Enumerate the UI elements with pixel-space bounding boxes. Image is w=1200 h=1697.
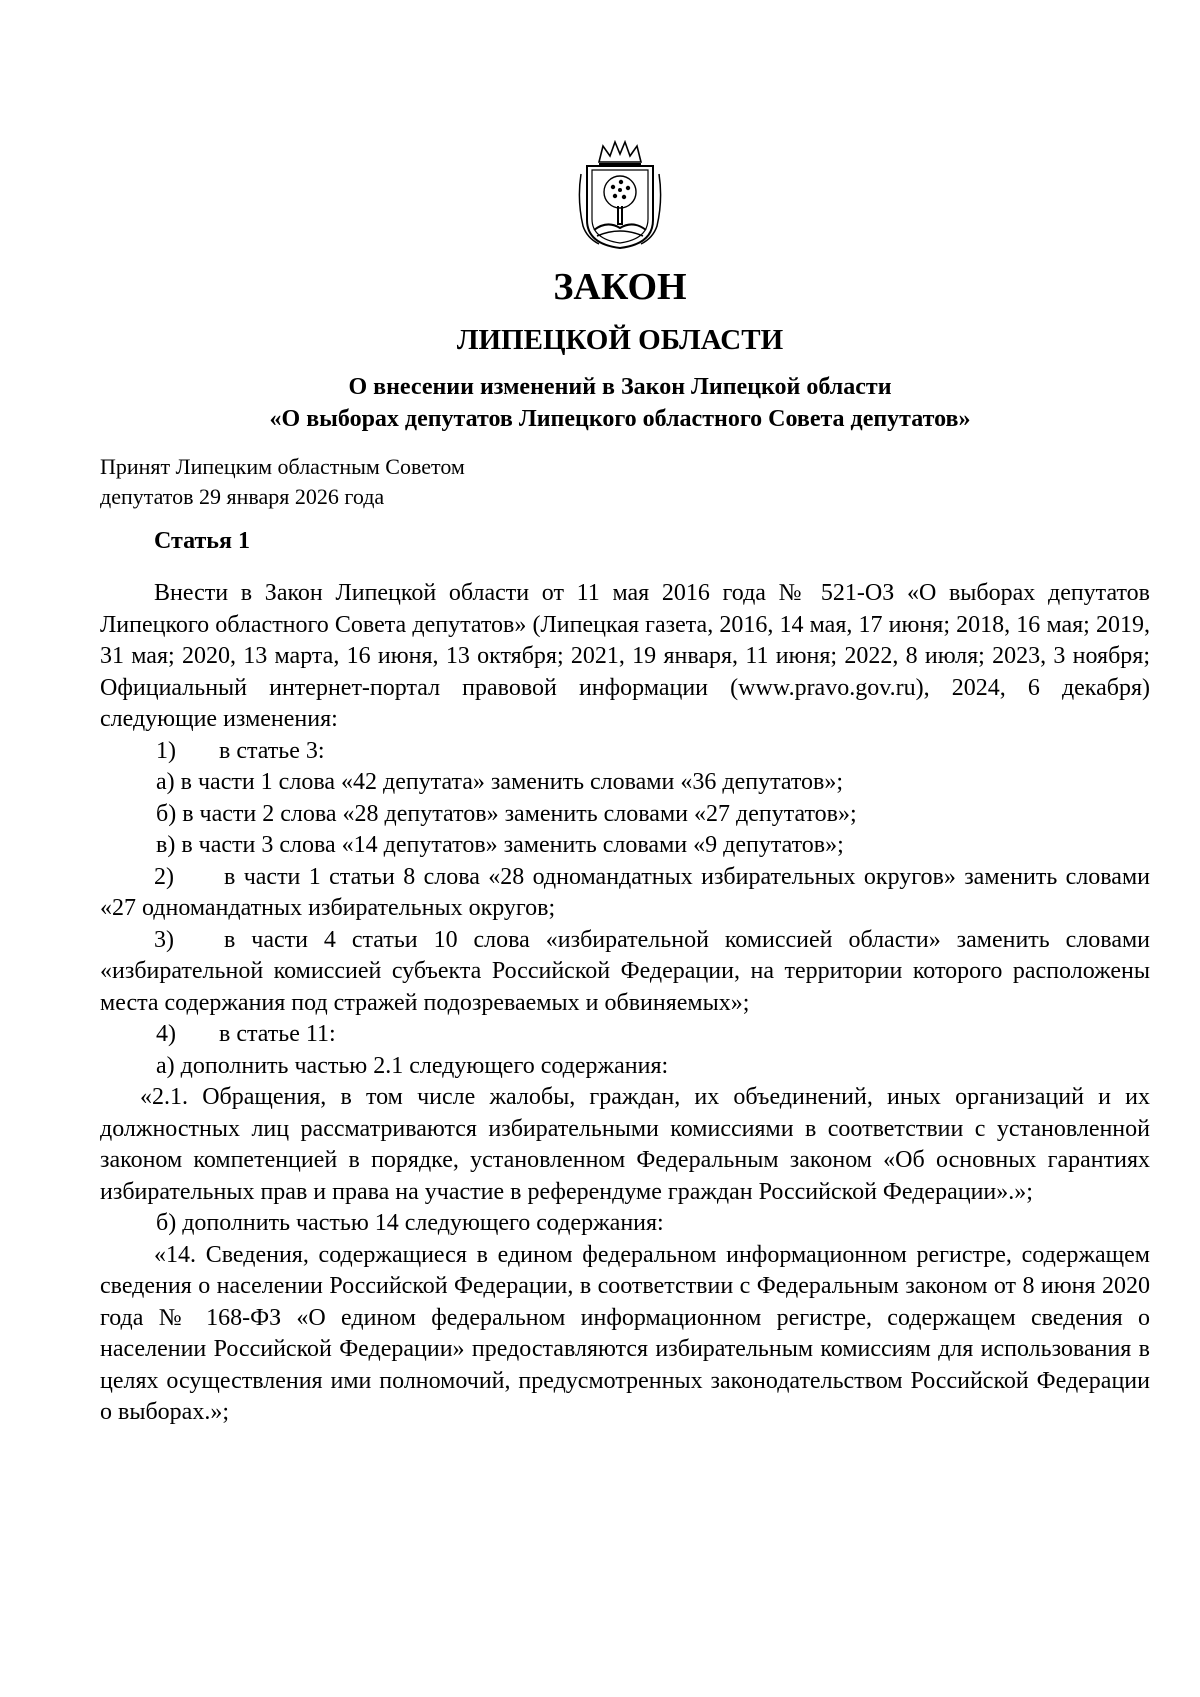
item-number: 1) <box>156 737 176 764</box>
sub-item: в) в части 3 слова «14 депутатов» заменить словами «9 депутатов»; <box>156 832 844 858</box>
subtitle-line-1: О внесении изменений в Закон Липецкой области <box>348 374 892 400</box>
item-text: в статье 3: <box>219 737 325 764</box>
article-intro: Внести в Закон Липецкой области от 11 мая 2016 года № 521-ОЗ «О выборах депутатов Липецкого областного Совета депутатов» (Липецкая газета, 2016, 14 мая, 17 июня; 2018, 16 мая; 2019, 31 мая; 2020, 13 марта, 16 июня, 13 октября; 2021, 19 января, 11 июня; 2022, 8 июля; 2023, 3 ноября; Официальный интернет-портал правовой информации (www.pravo.gov.ru), 2024, 6 декабря) следующие изменения: <box>100 580 1150 732</box>
list-item <box>100 736 1150 768</box>
list-item <box>100 925 1150 1020</box>
item-number: 2) <box>154 863 174 890</box>
sub-item: б) дополнить частью 14 следующего содержания: <box>156 1210 664 1236</box>
quoted-text: «2.1. Обращения, в том числе жалобы, граждан, их объединений, иных организаций и их должностных лиц рассматриваются избирательными комиссиями в соответствии с установленной законом компетенцией в порядке, установленном Федеральным законом «Об основных гарантиях избирательных прав и права на участие в референдуме граждан Российской Федерации».»; <box>100 1084 1150 1205</box>
sub-item: б) в части 2 слова «28 депутатов» заменить словами «27 депутатов»; <box>156 800 857 827</box>
subtitle-line-2: «О выборах депутатов Липецкого областного Совета депутатов» <box>269 406 971 432</box>
item-text: в части 1 статьи 8 слова «28 одномандатных избирательных округов» заменить словами «27 одномандатных избирательных округов; <box>100 863 1150 921</box>
list-item <box>100 1019 1150 1051</box>
adoption-note <box>100 452 465 512</box>
article-body <box>100 578 1150 1429</box>
document-region: ЛИПЕЦКОЙ ОБЛАСТИ <box>456 324 784 356</box>
item-text: в статье 11: <box>219 1021 336 1047</box>
adoption-note-line-2: депутатов 29 января 2026 года <box>100 484 385 509</box>
article-heading: Статья 1 <box>154 528 250 554</box>
adoption-note-line-1: Принят Липецким областным Советом <box>100 454 465 479</box>
item-text: в части 4 статьи 10 слова «избирательной комиссией области» заменить словами «избирательной комиссией субъекта Российской Федерации, на территории которого расположены места содержания под стражей подозреваемых и обвиняемых»; <box>100 926 1150 1016</box>
list-item <box>100 862 1150 925</box>
quoted-text: «14. Сведения, содержащиеся в едином федеральном информационном регистре, содержащем сведения о населении Российской Федерации, в соответствии с Федеральным законом от 8 июня 2020 года № 168-ФЗ «О едином федеральном информационном регистре, содержащем сведения о населении Российской Федерации» предоставляются избирательным комиссиям для использования в целях осуществления ими полномочий, предусмотренных законодательством Российской Федерации о выборах.»; <box>100 1241 1150 1425</box>
item-number: 4) <box>156 1021 176 1047</box>
document-title: ЗАКОН <box>553 266 687 308</box>
item-number: 3) <box>154 926 174 953</box>
sub-item: а) в части 1 слова «42 депутата» заменить словами «36 депутатов»; <box>156 769 844 795</box>
lipetsk-coat-of-arms-icon <box>577 140 663 250</box>
sub-item: а) дополнить частью 2.1 следующего содержания: <box>156 1052 669 1079</box>
